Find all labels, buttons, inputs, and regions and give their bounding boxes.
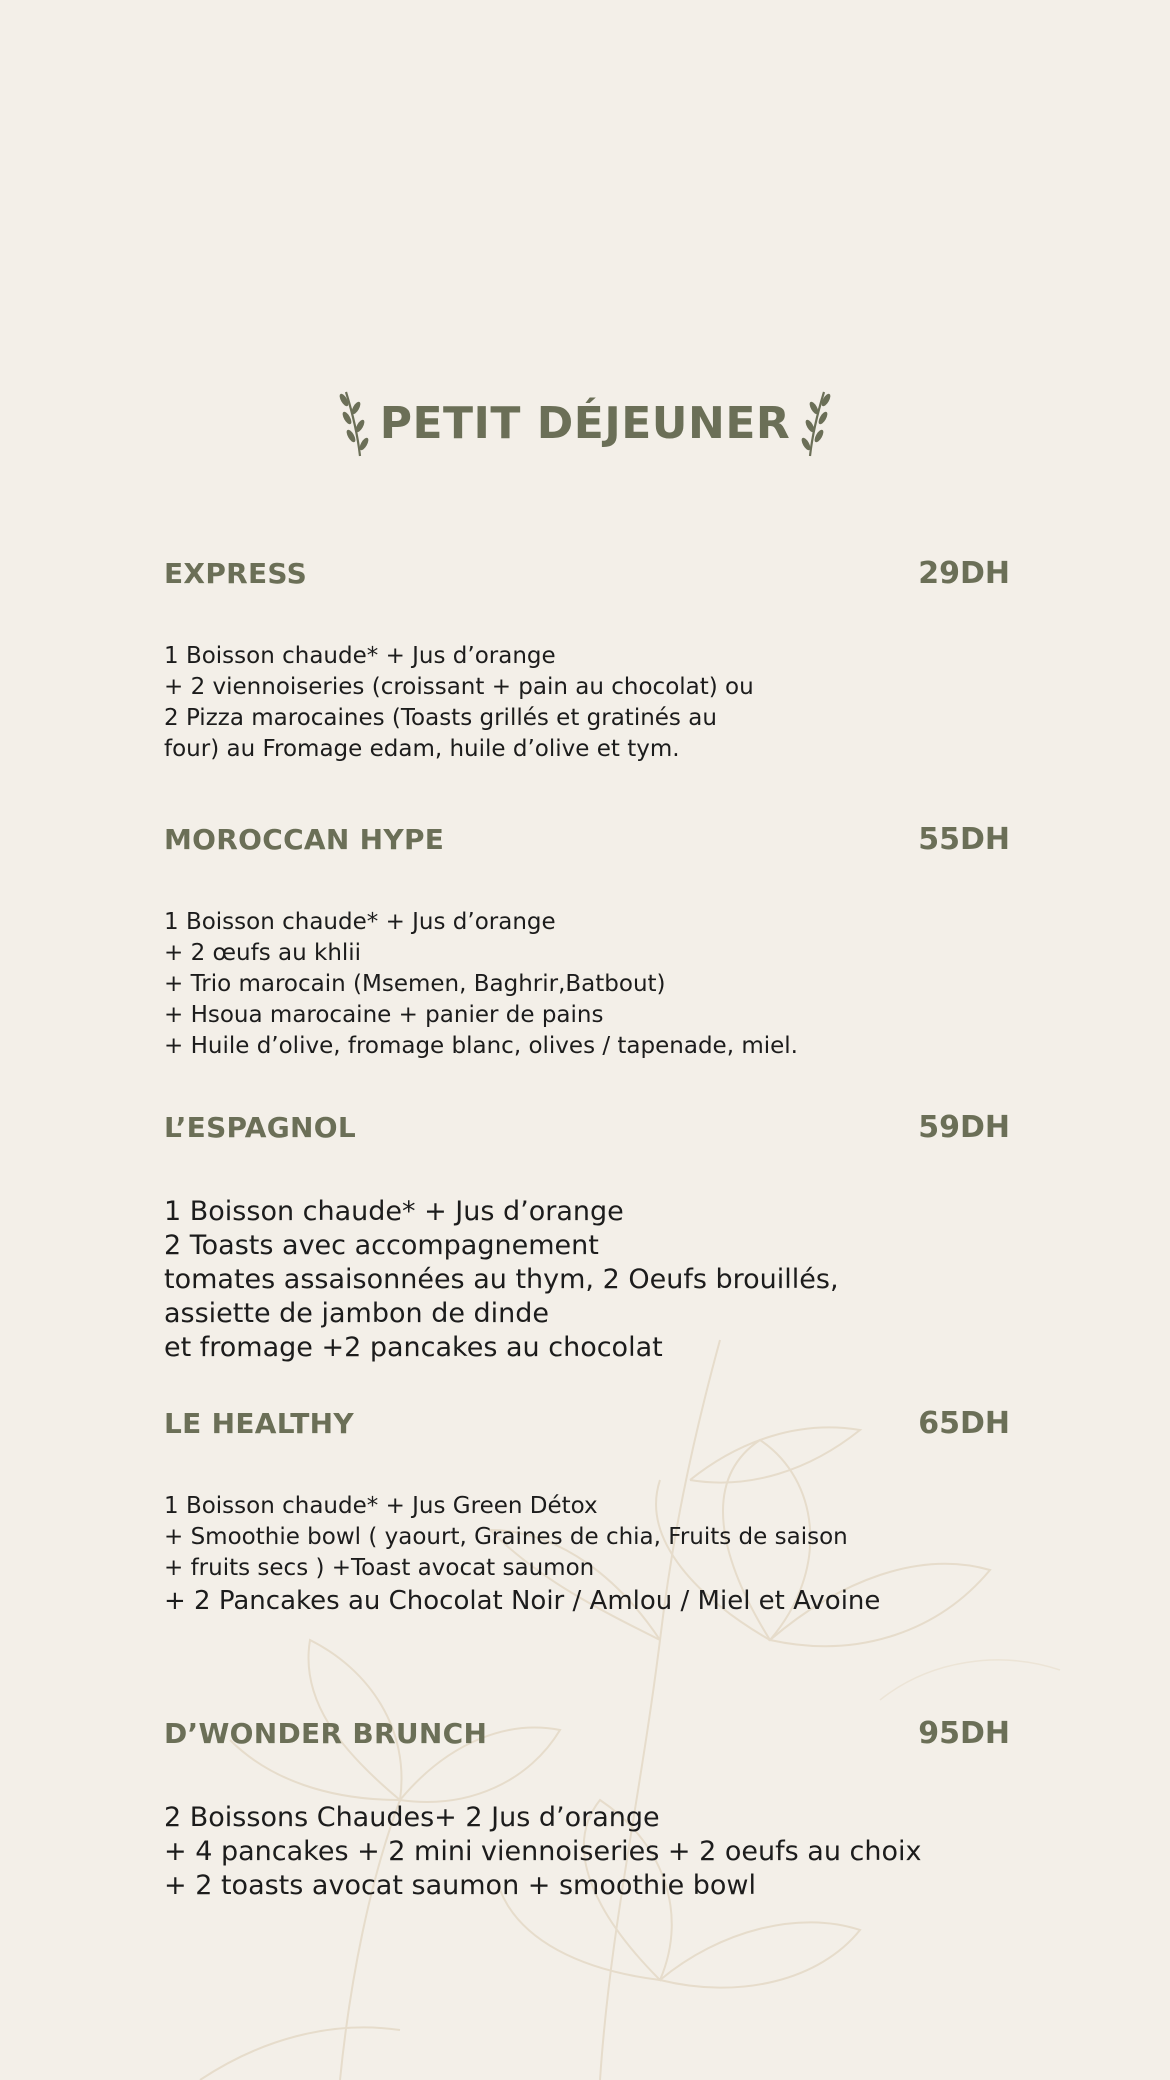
section-price: 65DH — [918, 1406, 1010, 1441]
menu-section-express — [164, 556, 1010, 765]
section-price: 29DH — [918, 556, 1010, 591]
section-price: 59DH — [918, 1110, 1010, 1145]
section-header — [164, 556, 1010, 591]
section-name: LE HEALTHY — [164, 1407, 354, 1440]
section-description — [164, 641, 1010, 765]
left-sprig-icon — [338, 388, 372, 458]
section-description — [164, 1801, 1010, 1903]
menu-section-dwonder-brunch — [164, 1716, 1010, 1903]
section-header — [164, 822, 1010, 857]
right-sprig-icon — [798, 388, 832, 458]
section-name: D’WONDER BRUNCH — [164, 1717, 488, 1750]
section-header — [164, 1110, 1010, 1145]
section-description — [164, 1195, 1010, 1365]
description-line: 1 Boisson chaude* + Jus d’orange — [164, 643, 556, 669]
section-price: 95DH — [918, 1716, 1010, 1751]
section-description — [164, 1491, 1010, 1618]
section-name: EXPRESS — [164, 557, 308, 590]
section-description — [164, 907, 1010, 1062]
floral-background-illustration — [0, 1280, 1170, 2080]
section-header — [164, 1716, 1010, 1751]
description-line: 2 Boissons Chaudes+ 2 Jus d’orange — [164, 1802, 660, 1833]
menu-section-healthy — [164, 1406, 1010, 1618]
menu-title: PETIT DÉJEUNER — [379, 397, 791, 449]
section-name: L’ESPAGNOL — [164, 1111, 357, 1144]
description-line: 1 Boisson chaude* + Jus d’orange — [164, 1196, 624, 1227]
description-line: 1 Boisson chaude* + Jus d’orange — [164, 909, 556, 935]
section-name: MOROCCAN HYPE — [164, 823, 445, 856]
menu-section-espagnol — [164, 1110, 1010, 1365]
section-header — [164, 1406, 1010, 1441]
description-line: 2 Toasts avec accompagnement — [164, 1230, 599, 1261]
section-price: 55DH — [918, 822, 1010, 857]
description-line: + Hsoua marocaine + panier de pains — [164, 1002, 604, 1028]
description-line: + 2 toasts avocat saumon + smoothie bowl — [164, 1870, 757, 1901]
description-line: 2 Pizza marocaines (Toasts grillés et gratinés au — [164, 705, 717, 731]
description-line: + fruits secs ) +Toast avocat saumon — [164, 1555, 595, 1581]
description-line: 1 Boisson chaude* + Jus Green Détox — [164, 1493, 598, 1519]
description-line: + Smoothie bowl ( yaourt, Graines de chia, Fruits de saison — [164, 1524, 848, 1550]
description-line: + 2 œufs au khlii — [164, 940, 362, 966]
description-line: four) au Fromage edam, huile d’olive et tym. — [164, 736, 680, 762]
menu-title-row — [0, 388, 1170, 458]
description-line: + Huile d’olive, fromage blanc, olives / tapenade, miel. — [164, 1033, 798, 1059]
description-line: + 4 pancakes + 2 mini viennoiseries + 2 oeufs au choix — [164, 1836, 922, 1867]
menu-section-moroccan-hype — [164, 822, 1010, 1062]
description-line: et fromage +2 pancakes au chocolat — [164, 1332, 663, 1363]
description-line: tomates assaisonnées au thym, 2 Oeufs brouillés, — [164, 1264, 839, 1295]
description-line: assiette de jambon de dinde — [164, 1298, 550, 1329]
description-line: + 2 viennoiseries (croissant + pain au chocolat) ou — [164, 674, 754, 700]
description-line: + Trio marocain (Msemen, Baghrir,Batbout) — [164, 971, 666, 997]
description-line: + 2 Pancakes au Chocolat Noir / Amlou / Miel et Avoine — [164, 1586, 881, 1616]
